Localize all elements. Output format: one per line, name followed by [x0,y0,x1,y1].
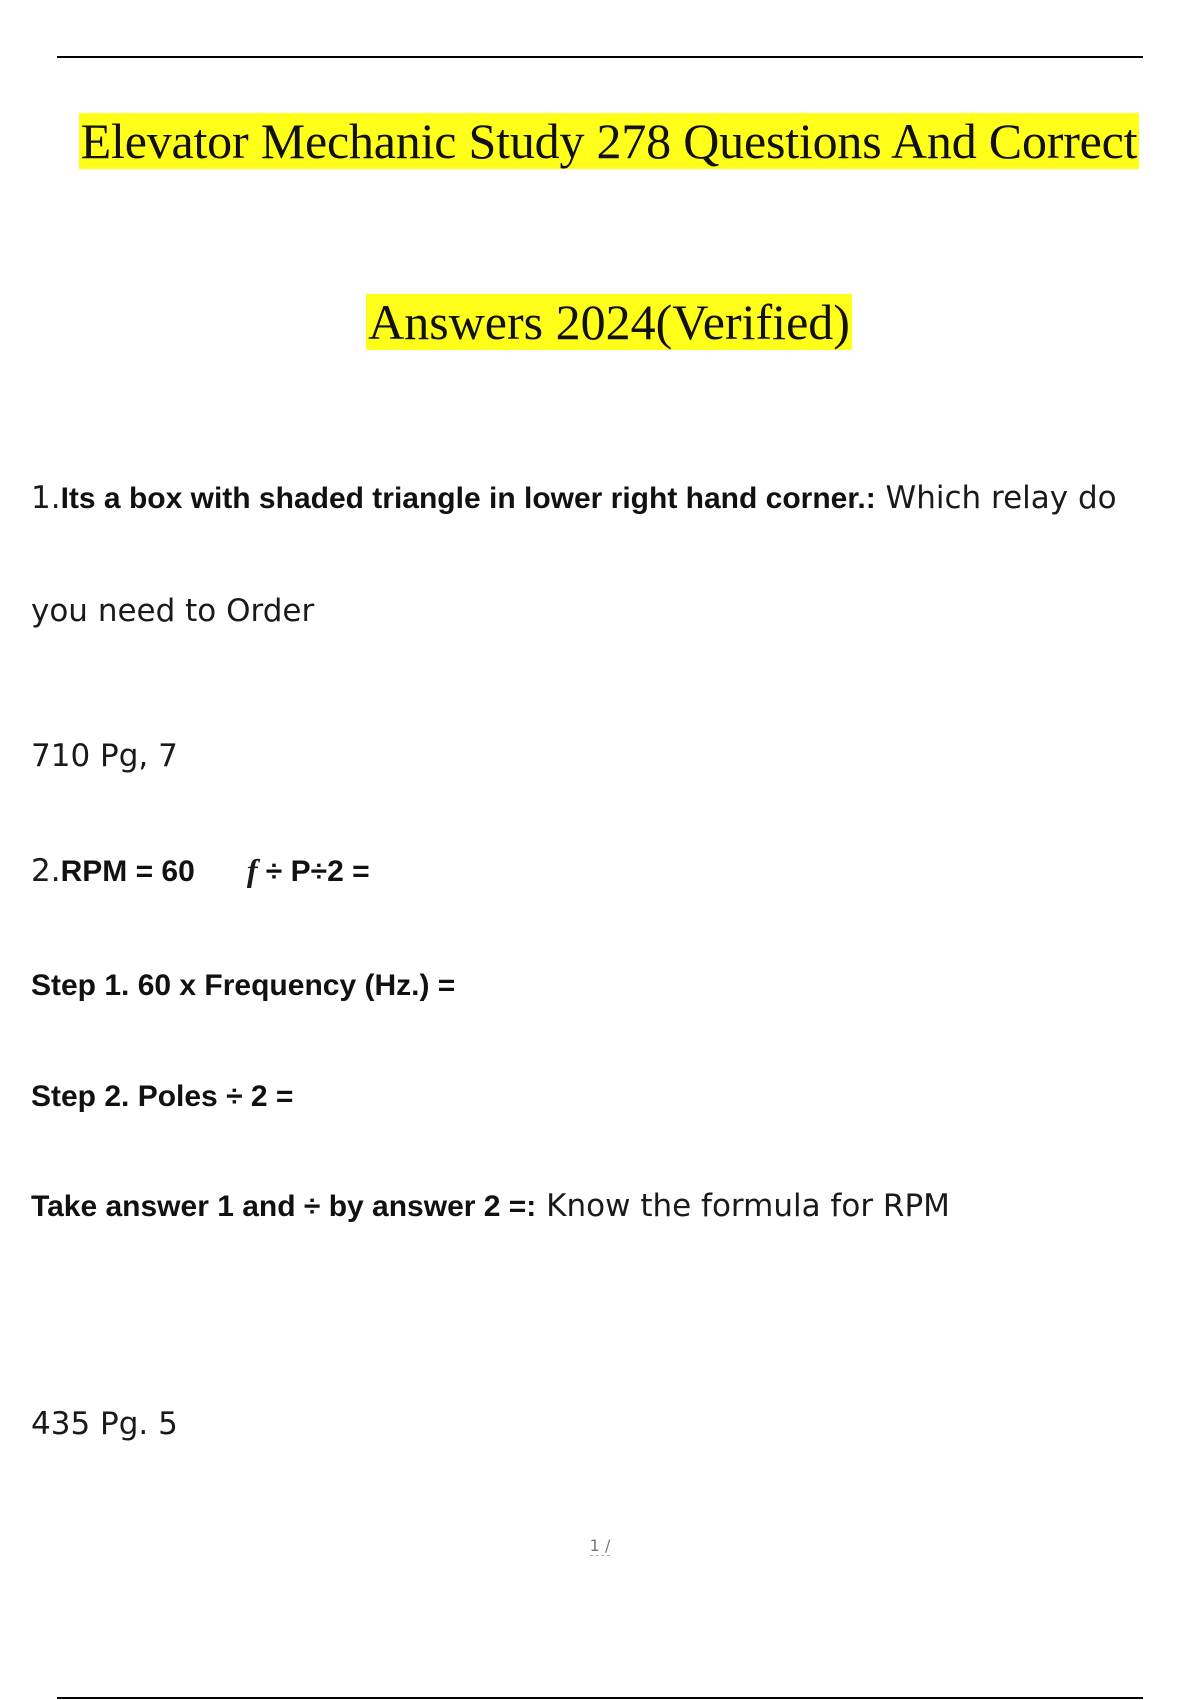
q2-formula-line [31,850,370,892]
q2-step2-text: Step 2. Poles ÷ 2 = [31,1080,294,1113]
q1-answer-part1: Which relay do [875,480,1117,516]
q1-answer-line2 [31,591,314,631]
q2-answer: Know the formula for RPM [536,1188,950,1224]
q2-reference-text: 435 Pg. 5 [31,1406,178,1442]
q2-formula-rhs: ÷ P÷2 = [257,855,370,888]
q1-question: Its a box with shaded triangle in lower right hand corner.: [60,482,876,515]
q1-reference-text: 710 Pg, 7 [31,738,178,774]
q2-reference [31,1404,178,1444]
q2-number: 2. [31,853,61,889]
q2-step1-text: Step 1. 60 x Frequency (Hz.) = [31,969,456,1002]
title-highlight-1: Elevator Mechanic Study 278 Questions And Correct [80,113,1138,169]
q2-formula-lhs: RPM = 60 [60,855,195,888]
title-highlight-2: Answers 2024(Verified) [368,294,850,350]
title-line-2 [0,292,1200,352]
page-number [0,1536,1200,1555]
q2-formula-f: f [246,852,258,888]
q2-step3-text: Take answer 1 and ÷ by answer 2 =: [31,1190,537,1223]
bottom-rule [57,1697,1143,1699]
q1-reference [31,736,178,776]
q2-step1 [31,965,455,1006]
q1-number: 1. [31,480,61,516]
page-number-text: 1 / [589,1536,611,1555]
top-rule [57,56,1143,58]
q1-line [31,478,1117,519]
title-line-1 [0,111,1200,171]
q1-answer-part2: you need to Order [31,593,315,629]
q2-step2 [31,1076,293,1117]
q2-step3-line [31,1186,950,1227]
